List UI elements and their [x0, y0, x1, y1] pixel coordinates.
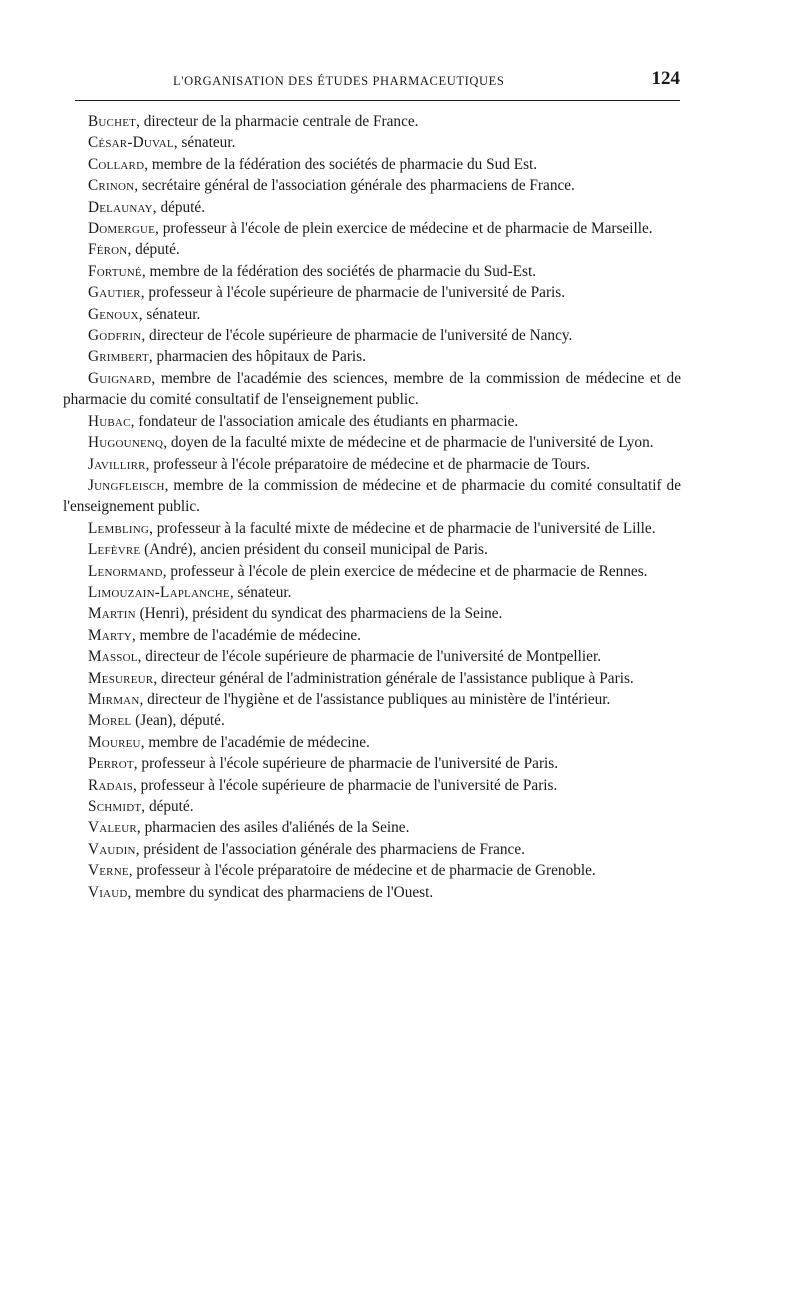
- member-entry: [63, 454, 681, 475]
- member-name: Mesureur: [88, 669, 154, 687]
- member-entry: [63, 432, 681, 453]
- member-entry: [63, 197, 681, 218]
- member-entry: [63, 325, 681, 346]
- member-name: Vaudin: [88, 840, 136, 858]
- member-description: , député.: [141, 798, 194, 815]
- member-entry: [63, 668, 681, 689]
- member-description: , fondateur de l'association amicale des étudiants en pharmacie.: [130, 412, 519, 430]
- member-name: Fortuné: [88, 262, 142, 280]
- member-entry: [63, 882, 681, 903]
- member-name: Hubac: [88, 412, 131, 430]
- member-description: , membre de la fédération des sociétés de pharmacie du Sud-Est.: [141, 262, 537, 280]
- member-entry: [63, 411, 681, 432]
- member-name: Mirman: [88, 690, 140, 708]
- member-description: , secrétaire général de l'association générale des pharmaciens de France.: [134, 177, 575, 195]
- member-entry: [63, 732, 681, 753]
- member-entry: [63, 646, 681, 667]
- member-entry: [63, 839, 681, 860]
- member-entry: [63, 261, 681, 282]
- member-name: Lenormand: [88, 562, 163, 580]
- member-entry: [63, 175, 681, 196]
- member-description: , membre de l'académie de médecine.: [140, 733, 370, 751]
- member-entry: [63, 132, 681, 153]
- member-name: Morel: [88, 712, 132, 730]
- member-name: Buchet: [88, 113, 137, 130]
- member-entry: [63, 111, 681, 132]
- member-name: Lembling: [88, 519, 150, 537]
- member-description: , sénateur.: [229, 583, 292, 601]
- member-description: , membre de l'académie de médecine.: [131, 626, 362, 644]
- member-description: , sénateur.: [138, 305, 201, 323]
- member-description: (Henri), président du syndicat des pharmaciens de la Seine.: [135, 605, 503, 623]
- member-entry: [63, 603, 681, 624]
- member-entry: [63, 368, 681, 411]
- member-entry: [63, 475, 681, 518]
- header-rule: [75, 100, 680, 101]
- member-list: [63, 111, 681, 903]
- running-header: [75, 66, 680, 96]
- member-entry: [63, 796, 681, 817]
- member-description: , professeur à l'école de plein exercice de médecine et de pharmacie de Rennes.: [162, 562, 648, 580]
- member-name: Jungfleisch: [88, 476, 165, 494]
- member-entry: [63, 539, 681, 560]
- member-entry: [63, 218, 681, 239]
- member-entry: [63, 710, 681, 731]
- member-entry: [63, 239, 681, 260]
- member-name: Viaud: [88, 883, 128, 901]
- member-name: Domergue: [88, 220, 156, 238]
- member-description: , professeur à la faculté mixte de médecine et de pharmacie de l'université de Lille.: [149, 519, 656, 537]
- member-description: , pharmacien des asiles d'aliénés de la Seine.: [136, 819, 410, 837]
- member-description: , membre de la fédération des sociétés de pharmacie du Sud Est.: [144, 155, 538, 173]
- member-entry: [63, 625, 681, 646]
- member-description: (André), ancien président du conseil municipal de Paris.: [140, 541, 488, 559]
- member-description: , membre de l'académie des sciences, membre de la commission de médecine et de pharmacie du comité consultatif de l'enseignement public.: [63, 369, 681, 409]
- member-entry: [63, 346, 681, 367]
- member-entry: [63, 304, 681, 325]
- member-name: Verne: [88, 862, 129, 880]
- member-name: Féron: [88, 241, 128, 259]
- member-description: , membre de la commission de médecine et de pharmacie du comité consultatif de l'enseignement public.: [63, 476, 681, 516]
- member-entry: [63, 518, 681, 539]
- member-entry: [63, 561, 681, 582]
- member-entry: [63, 753, 681, 774]
- member-name: Guignard: [88, 369, 152, 387]
- member-name: Javillirr: [88, 455, 146, 473]
- member-description: , doyen de la faculté mixte de médecine et de pharmacie de l'université de Lyon.: [163, 434, 654, 452]
- member-entry: [63, 154, 681, 175]
- member-entry: [63, 689, 681, 710]
- member-description: , directeur général de l'administration générale de l'assistance publique à Paris.: [153, 669, 634, 687]
- member-name: Collard: [88, 155, 145, 173]
- member-description: , député.: [127, 241, 180, 259]
- member-description: , membre du syndicat des pharmaciens de l'Ouest.: [127, 883, 434, 901]
- running-title: L'ORGANISATION DES ÉTUDES PHARMACEUTIQUES: [173, 74, 505, 88]
- member-name: Hugounenq: [88, 434, 164, 452]
- member-entry: [63, 860, 681, 881]
- member-entry: [63, 817, 681, 838]
- member-name: Martin: [88, 605, 136, 623]
- member-entry: [63, 282, 681, 303]
- member-name: Gautier: [88, 284, 141, 302]
- member-name: Schmidt: [88, 798, 142, 815]
- member-entry: [63, 775, 681, 796]
- member-name: Genoux: [88, 305, 139, 323]
- member-name: Godfrin: [88, 327, 142, 345]
- member-description: , directeur de l'hygiène et de l'assistance publiques au ministère de l'intérieur.: [139, 690, 611, 708]
- member-description: , député.: [152, 198, 206, 216]
- member-name: Marty: [88, 626, 132, 644]
- member-name: Limouzain-Laplanche: [88, 583, 230, 601]
- member-name: Massol: [88, 648, 138, 666]
- member-description: , professeur à l'école préparatoire de médecine et de pharmacie de Grenoble.: [128, 862, 596, 880]
- member-description: , professeur à l'école supérieure de pharmacie de l'université de Paris.: [140, 284, 566, 302]
- member-name: Delaunay: [88, 198, 153, 216]
- member-description: , professeur à l'école supérieure de pharmacie de l'université de Paris.: [133, 776, 558, 794]
- page-number: 124: [651, 68, 680, 89]
- member-name: Lefèvre: [88, 541, 141, 559]
- member-description: (Jean), député.: [131, 712, 225, 730]
- member-description: , président de l'association générale des pharmaciens de France.: [135, 840, 525, 858]
- member-name: Perrot: [88, 755, 134, 773]
- member-description: , sénateur.: [173, 134, 236, 152]
- member-name: Valeur: [88, 819, 137, 837]
- member-name: Crinon: [88, 177, 135, 195]
- member-description: , pharmacien des hôpitaux de Paris.: [148, 348, 366, 366]
- member-name: Radais: [88, 776, 134, 794]
- member-description: , professeur à l'école de plein exercice de médecine et de pharmacie de Marseille.: [155, 220, 653, 238]
- member-name: Grimbert: [88, 348, 149, 366]
- member-description: , professeur à l'école supérieure de pharmacie de l'université de Paris.: [133, 755, 559, 773]
- member-description: , directeur de l'école supérieure de pharmacie de l'université de Montpellier.: [137, 648, 602, 666]
- member-description: , directeur de l'école supérieure de pharmacie de l'université de Nancy.: [141, 327, 573, 345]
- member-description: , directeur de la pharmacie centrale de France.: [136, 113, 419, 130]
- member-name: César-Duval: [88, 134, 174, 152]
- member-description: , professeur à l'école préparatoire de médecine et de pharmacie de Tours.: [145, 455, 591, 473]
- member-entry: [63, 582, 681, 603]
- member-name: Moureu: [88, 733, 141, 751]
